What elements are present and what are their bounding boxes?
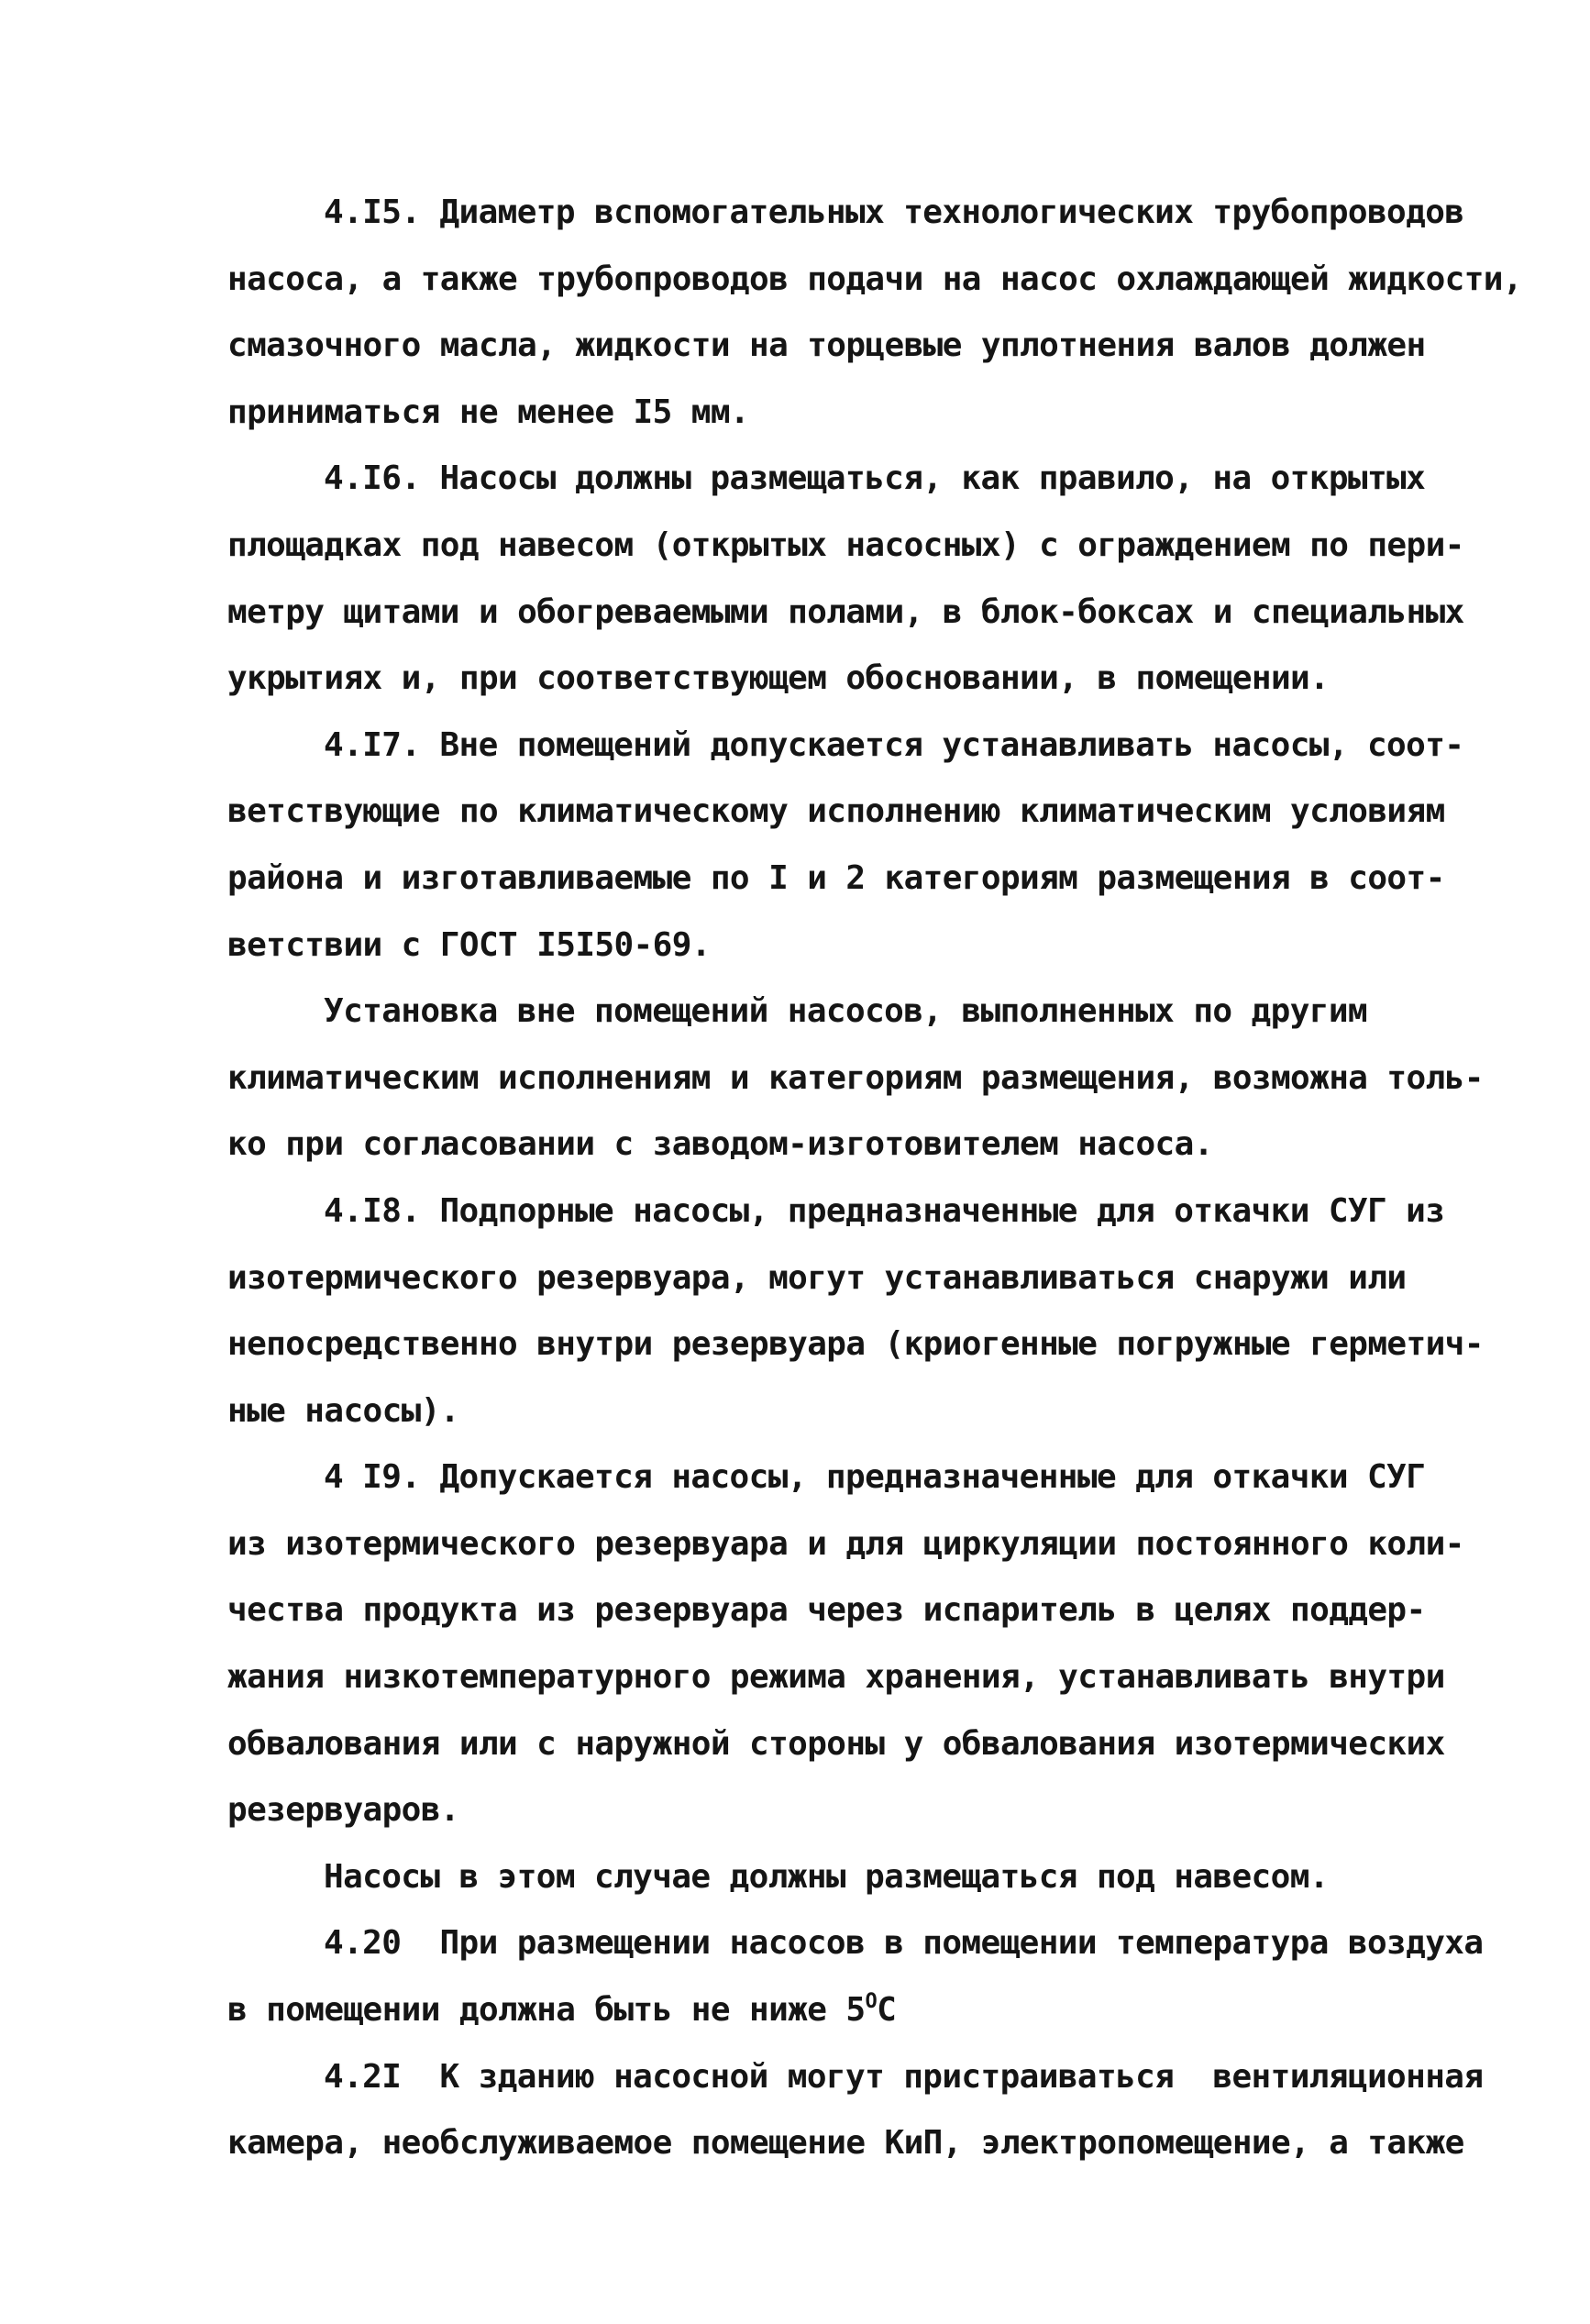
line-text-after: С bbox=[877, 1991, 897, 2030]
text-line: обвалования или с наружной стороны у обвалования изотермических bbox=[227, 1724, 1445, 1763]
text-line: Установка вне помещений насосов, выполненных по другим bbox=[324, 992, 1367, 1031]
degree-superscript: О bbox=[865, 1990, 878, 2014]
text-line: метру щитами и обогреваемыми полами, в блок-боксах и специальных bbox=[227, 592, 1464, 631]
text-line: ветствующие по климатическому исполнению климатическим условиям bbox=[227, 792, 1445, 831]
text-line: из изотермического резервуара и для циркуляции постоянного коли- bbox=[227, 1524, 1464, 1563]
text-line: 4.I6. Насосы должны размещаться, как правило, на открытых bbox=[324, 459, 1426, 498]
text-line-with-superscript bbox=[227, 1977, 1529, 2044]
text-line: укрытиях и, при соответствующем обосновании, в помещении. bbox=[227, 659, 1330, 698]
text-line: камера, необслуживаемое помещение КиП, электропомещение, а также bbox=[227, 2124, 1464, 2163]
text-line: насоса, а также трубопроводов подачи на насос охлаждающей жидкости, bbox=[227, 260, 1522, 298]
text-line: площадках под навесом (открытых насосных) с ограждением по пери- bbox=[227, 526, 1464, 564]
text-line: ко при согласовании с заводом-изготовителем насоса. bbox=[227, 1125, 1213, 1164]
text-line: 4.2I К зданию насосной могут пристраиваться вентиляционная bbox=[324, 2057, 1484, 2096]
text-line: района и изготавливаемые по I и 2 категориям размещения в соот- bbox=[227, 858, 1445, 897]
text-line: 4.20 При размещении насосов в помещении температура воздуха bbox=[324, 1924, 1484, 1963]
text-line: непосредственно внутри резервуара (криогенные погружные герметич- bbox=[227, 1325, 1484, 1364]
text-line: жания низкотемпературного режима хранения, устанавливать внутри bbox=[227, 1658, 1445, 1697]
text-line: ные насосы). bbox=[227, 1391, 459, 1430]
text-line: 4 I9. Допускается насосы, предназначенные для откачки СУГ bbox=[324, 1458, 1426, 1497]
text-line: чества продукта из резервуара через испаритель в целях поддер- bbox=[227, 1591, 1426, 1630]
text-line: 4.I7. Вне помещений допускается устанавливать насосы, соот- bbox=[324, 725, 1464, 764]
line-text: в помещении должна быть не ниже 5 bbox=[227, 1991, 866, 2030]
text-line: смазочного масла, жидкости на торцевые уплотнения валов должен bbox=[227, 326, 1426, 365]
text-line: Насосы в этом случае должны размещаться под навесом. bbox=[324, 1857, 1329, 1896]
text-line: изотермического резервуара, могут устанавливаться снаружи или bbox=[227, 1258, 1407, 1297]
text-line: 4.I8. Подпорные насосы, предназначенные для откачки СУГ из bbox=[324, 1191, 1445, 1230]
text-line: приниматься не менее I5 мм. bbox=[227, 393, 749, 431]
document-body bbox=[227, 180, 1529, 2177]
text-line: климатическим исполнениям и категориям размещения, возможна толь- bbox=[227, 1058, 1484, 1097]
text-line: резервуаров. bbox=[227, 1791, 459, 1830]
text-line: 4.I5. Диаметр вспомогательных технологических трубопроводов bbox=[324, 194, 1464, 231]
text-line: ветствии с ГОСТ I5I50-69. bbox=[227, 925, 711, 964]
